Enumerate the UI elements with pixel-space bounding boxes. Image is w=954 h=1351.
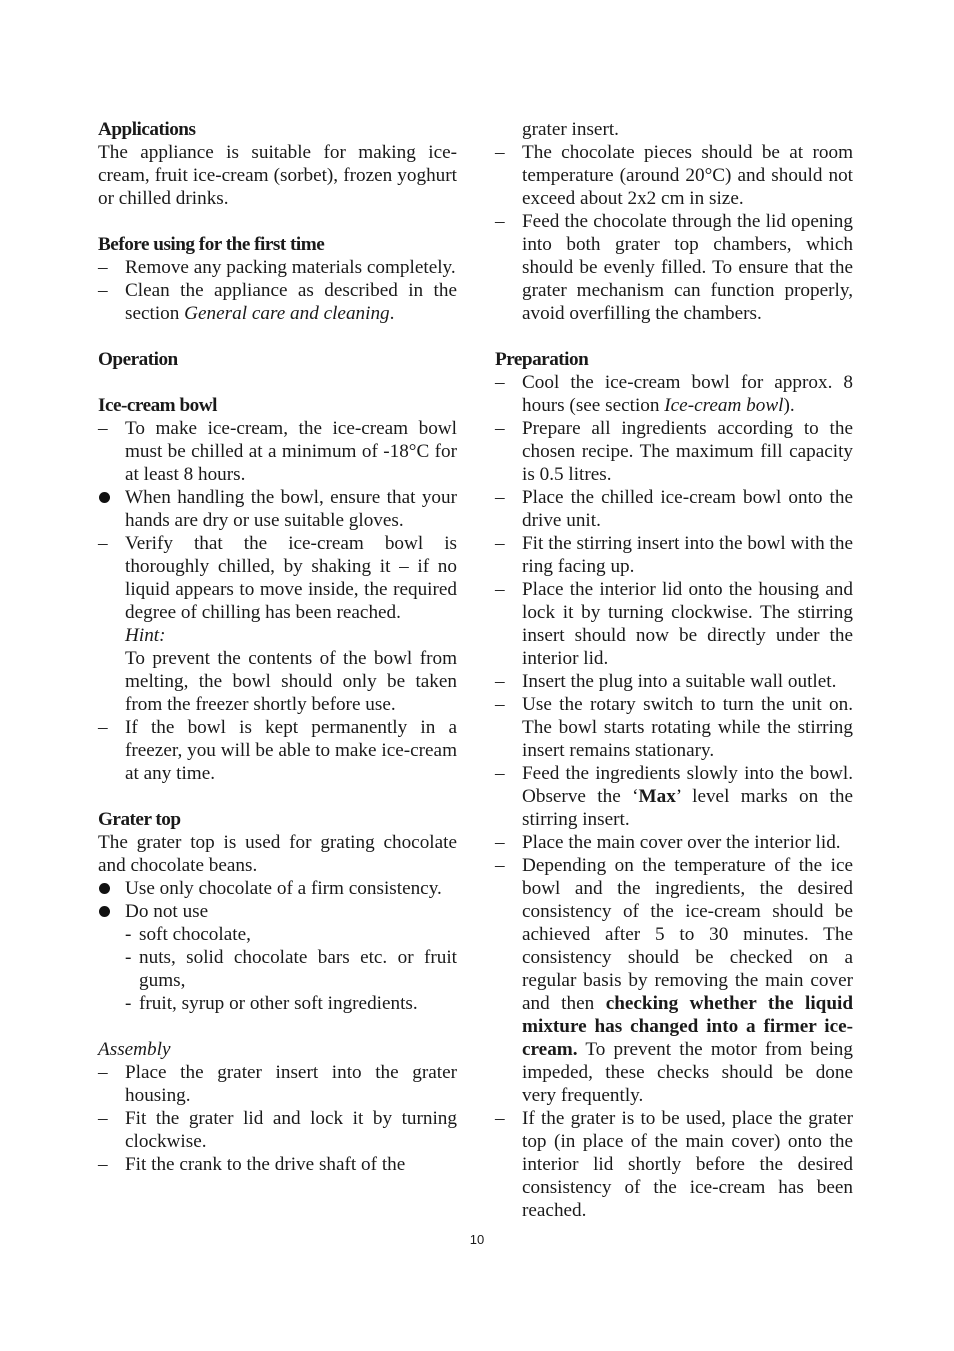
list-item: – To make ice-cream, the ice-cream bowl must be chilled at a minimum of -18°C for at least 8 hours. <box>98 418 457 485</box>
bullet-item: Use only chocolate of a firm consistency. <box>98 877 457 900</box>
list-item: – If the grater is to be used, place the grater top (in place of the main cover) onto the interior lid shortly before the desired consistency of the ice-cream has been reached. <box>495 1108 853 1221</box>
list-item: – Use the rotary switch to turn the unit on. The bowl starts rotating while the stirring insert remains stationary. <box>495 694 853 761</box>
bullet-item: When handling the bowl, ensure that your hands are dry or use suitable gloves. <box>98 486 457 532</box>
dash-marker: – <box>98 533 108 554</box>
right-column <box>495 118 853 1222</box>
dash-marker: – <box>495 763 505 784</box>
applications-text: The appliance is suitable for making ice-cream, fruit ice-cream (sorbet), frozen yoghurt or chilled drinks. <box>98 142 457 209</box>
dash-marker: – <box>495 694 505 715</box>
list-item: – Place the chilled ice-cream bowl onto the drive unit. <box>495 487 853 531</box>
dash-marker: – <box>495 372 505 393</box>
grater-intro: The grater top is used for grating chocolate and chocolate beans. <box>98 832 457 876</box>
list-item: – Place the interior lid onto the housing and lock it by turning clockwise. The stirring insert should now be directly under the interior lid. <box>495 579 853 669</box>
dash-marker: – <box>495 832 505 853</box>
heading-assembly: Assembly <box>98 1039 171 1060</box>
dash-marker: – <box>98 418 108 439</box>
heading-grater-top: Grater top <box>98 809 181 830</box>
heading-applications: Applications <box>98 119 196 140</box>
list-item: – Place the main cover over the interior lid. <box>495 832 841 853</box>
assembly-continuation: grater insert. <box>522 119 619 140</box>
dash-marker: – <box>98 280 108 301</box>
dash-marker: – <box>98 1062 108 1083</box>
dash-marker: – <box>495 418 505 439</box>
heading-ice-cream-bowl: Ice-cream bowl <box>98 395 217 416</box>
heading-first-time: Before using for the first time <box>98 234 325 255</box>
dash-marker: – <box>495 487 505 508</box>
list-item: – Insert the plug into a suitable wall outlet. <box>495 671 837 692</box>
left-column <box>98 118 457 1176</box>
dash-marker: – <box>98 257 108 278</box>
heading-operation: Operation <box>98 349 178 370</box>
bullet-icon <box>99 883 110 894</box>
dash-marker: – <box>495 671 505 692</box>
list-item: – The chocolate pieces should be at room temperature (around 20°C) and should not exceed about 2x2 cm in size. <box>495 142 853 209</box>
hyphen-marker: - <box>125 993 132 1014</box>
list-item: – Prepare all ingredients according to the chosen recipe. The maximum fill capacity is 0.5 litres. <box>495 418 853 485</box>
hyphen-marker: - <box>125 947 132 968</box>
dash-marker: – <box>98 1154 108 1175</box>
list-item: – Remove any packing materials completely. <box>98 257 456 278</box>
page-number: 10 <box>469 1232 485 1247</box>
hint-label: Hint: <box>125 625 166 646</box>
dash-marker: – <box>495 533 505 554</box>
list-item: – Verify that the ice-cream bowl is thoroughly chilled, by shaking it – if no liquid appears to move inside, the required degree of chilling has been reached. <box>98 533 457 623</box>
heading-preparation: Preparation <box>495 349 589 370</box>
list-item: – Fit the crank to the drive shaft of the <box>98 1154 406 1175</box>
list-item: – Clean the appliance as described in the section General care and cleaning. <box>98 280 457 324</box>
dash-marker: – <box>495 1108 505 1129</box>
bullet-icon <box>99 492 110 503</box>
list-item: – Cool the ice-cream bowl for approx. 8 hours (see section Ice-cream bowl). <box>495 372 853 416</box>
bullet-icon <box>99 906 110 917</box>
dash-marker: – <box>495 211 505 232</box>
hyphen-marker: - <box>125 924 132 945</box>
dash-marker: – <box>98 717 108 738</box>
sub-list-item: - soft chocolate, <box>125 924 251 945</box>
list-item: – Depending on the temperature of the ice bowl and the ingredients, the desired consistency of the ice-cream should be achieved after 5 to 30 minutes. The consistency should be checked on a regular basis by removing the main cover and then checking whether the liquid mixture has changed into a firmer ice-cream. To prevent the motor from being impeded, these checks should be done very frequently. <box>495 855 853 1106</box>
list-item: – Fit the grater lid and lock it by turning clockwise. <box>98 1108 457 1152</box>
hint-text: To prevent the contents of the bowl from melting, the bowl should only be taken from the freezer shortly before use. <box>125 648 457 715</box>
list-item: – If the bowl is kept permanently in a freezer, you will be able to make ice-cream at any time. <box>98 717 457 784</box>
dash-marker: – <box>495 855 505 876</box>
dash-marker: – <box>495 142 505 163</box>
list-item: – Feed the chocolate through the lid opening into both grater top chambers, which should be evenly filled. To ensure that the grater mechanism can function properly, avoid overfilling the chambers. <box>495 211 853 324</box>
bullet-item: Do not use <box>98 900 457 923</box>
dash-marker: – <box>98 1108 108 1129</box>
list-item: – Place the grater insert into the grater housing. <box>98 1062 457 1106</box>
sub-list-item: - nuts, solid chocolate bars etc. or fruit gums, <box>125 947 457 991</box>
list-item: – Fit the stirring insert into the bowl with the ring facing up. <box>495 533 853 577</box>
sub-list-item: - fruit, syrup or other soft ingredients. <box>125 993 418 1014</box>
dash-marker: – <box>495 579 505 600</box>
list-item: – Feed the ingredients slowly into the bowl. Observe the ‘Max’ level marks on the stirring insert. <box>495 763 853 830</box>
